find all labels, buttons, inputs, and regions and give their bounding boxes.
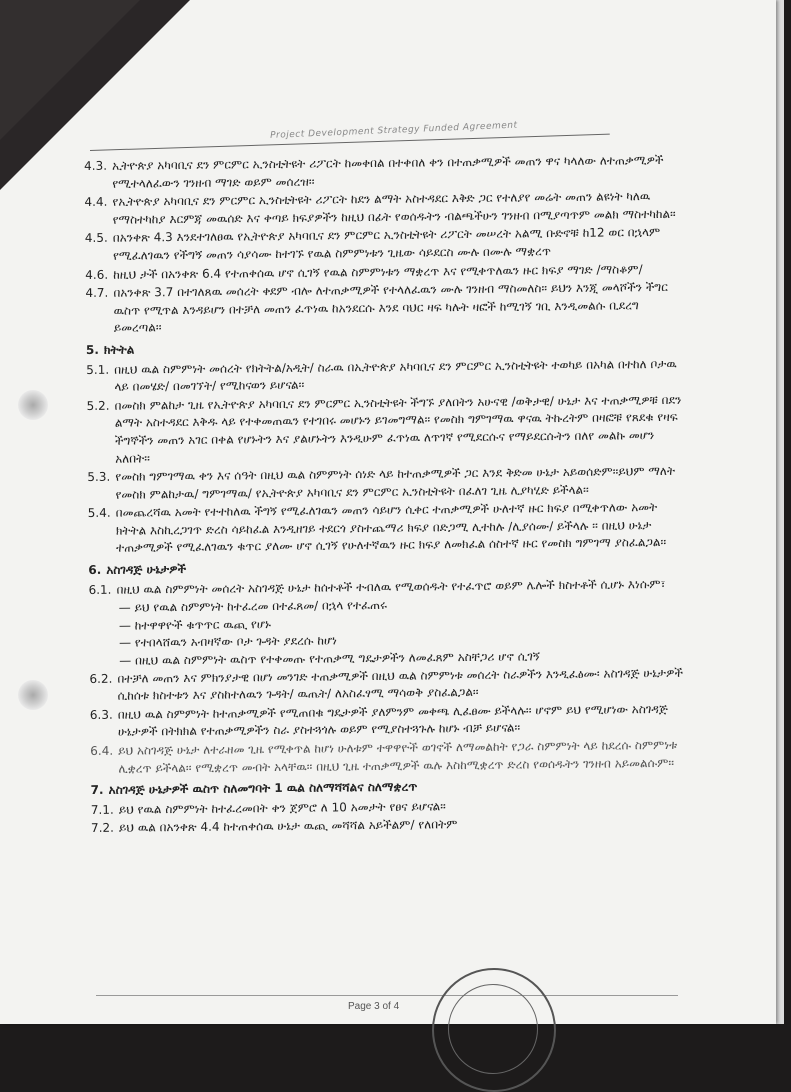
clause-text: በአንቀጽ 4.3 እንደተገለፀዉ የኢትዮጵያ አካባቢና ደን ምርምር ኢንስቲትዩት ሪፖርት መሠረት አልሚ ቡድኖቹ ከ12 ወር በኋላም የሚፈለገዉን የችግኝ መጠን ሳያሳሙ ከተገኙ የዉል ስምምነቱን ጊዜው ሳይደርስ ሙሉ በሙሉ ማቋረጥ: [112, 225, 661, 263]
clause-number: 6.3.: [89, 707, 113, 722]
punch-hole-bottom: [18, 680, 48, 710]
official-seal: [432, 968, 556, 1092]
section-title: አስገዳጅ ሁኔታዎች ዉስጥ ስለመግባት 1 ዉል ስለማሻሻልና ስለማቋረጥ: [108, 779, 418, 797]
clause-4-3: [84, 152, 684, 193]
punch-hole-top: [18, 390, 48, 420]
clause-text: ከዚህ ታች በአንቀጽ 6.4 የተጠቀሰዉ ሆኖ ሲገኝ የዉል ስምምነቱን ማቋረጥ እና የሚቀጥለዉን ዙር ክፍያ ማገድ /ማስቆም/: [113, 261, 643, 282]
clause-number: 7.2.: [90, 821, 114, 836]
clause-6-3: [90, 700, 690, 741]
clause-text: ይህ ዉል በአንቀጽ 4.4 ከተጠቀሰዉ ሁኔታ ዉጪ መሻሻል አይችልም/ የለበትም: [118, 817, 458, 836]
clause-number: 7.1.: [90, 802, 114, 817]
section-number: 7.: [90, 783, 104, 798]
clause-text: በተቻለ መጠን እና ምክንያታዊ በሆነ መንገድ ተጠቃሚዎች በዚህ ዉል ስምምነቱ መሰረት ስራዎችን እንዲፈፅሙ፡ አስገዳጅ ሁኔታዎች ሲከሰቱ ክስተቱን እና ያስከተለዉን ጉዳት/ ዉጤት/ ለአስፈፃሚ ማሳወቅ ያስፈልጋል፡፡: [117, 665, 683, 703]
clause-number: 6.4.: [90, 743, 114, 758]
shadow-corner-inner: [0, 0, 140, 140]
list-item: — ይህ የዉል ስምምነት ከተፈረመ በተፈጸመ/ በኋላ የተፈጠሩ: [118, 598, 387, 615]
clause-number: 4.5.: [84, 231, 108, 246]
clause-5-3: [87, 463, 687, 504]
clause-text: ኢትዮጵያ አካባቢና ደን ምርምር ኢንስቲትዩት ሪፖርት ከመቀበል በተቀበለ ቀን በተጠቃሚዎች መጠን ዋና ካላለው ለተጠቃሚዎች የሚተላለፈውን ገንዘብ ማገድ ወይም መሰረዝ፡፡: [112, 152, 664, 191]
section-title: አስገዳጅ ሁኔታዎች: [106, 562, 187, 577]
list-item: — በዚህ ዉል ስምምነት ዉስጥ የተቀመጡ የተጠቃሚ ግዴታዎችን ለመፈጸም አስቸጋሪ ሆኖ ሲገኝ: [119, 649, 540, 668]
clause-5-2: [87, 391, 688, 468]
seal-inner-ring: [448, 984, 538, 1074]
clause-number: 4.4.: [84, 194, 108, 210]
clause-text: የኢትዮጵያ አካባቢና ደን ምርምር ኢንስቲትዩት ሪፖርት ከደን ልማት አስተዳደር እቅድ ጋር የተለያየ መሬት መጠን ልዩነት ካለዉ የማስተካከያ እርምጃ መዉሰድ እና ቀጣይ ክፍያዎችን ከዚህ በፊት የወሰዱትን ብልጫችሁን ገንዘብ በሚያጣጥም መልክ ማስተካከል፡፡: [112, 189, 676, 227]
clause-4-4: [84, 188, 684, 229]
clause-number: 4.6.: [85, 267, 109, 282]
clause-number: 4.7.: [85, 285, 109, 301]
clause-6-2: [89, 664, 689, 705]
clause-number: 6.1.: [88, 582, 112, 597]
page-number: Page 3 of 4: [348, 1001, 400, 1012]
clause-text: በዚህ ዉል ስምምነት መሰረት አስገዳጅ ሁኔታ ከሰተቶች ተብለዉ የሚወሰዱት የተፈጥሮ ወይም ሌሎች ክስተቶች ሲሆኑ እነሱም፣: [116, 576, 666, 597]
clause-number: 4.3.: [84, 158, 108, 173]
clause-number: 5.4.: [87, 506, 111, 521]
document-body: [84, 152, 691, 839]
clause-4-7: [85, 279, 686, 338]
clause-4-5: [85, 224, 685, 265]
clause-6-4: [90, 737, 690, 778]
clause-number: 5.2.: [86, 398, 110, 413]
clause-text: በመስክ ምልከታ ጊዜ የኢትዮጵያ አካባቢና ደን ምርምር ኢንስቲትዩት ችግኙ ያለበትን አሁናዊ /ወቅታዊ/ ሁኔታ እና ተጠቃሚዎቹ በደን ልማት አስተዳደር እቅዱ ላይ የተቀመጠዉን የተገበሩ መሆኑን ይገመግማል፡፡ የመስክ ግምገማዉ ዋናዉ ትኩረትም በዛፎቹ የጸደቁ የዛፍ ችግኞችን መጠን አገር በቀል የሆኑትን እና ያልሆኑትን እንዲሁም ፈጥነዉ ለጥገኛ የሚደርሱና የማይደርሱትን በለየ መልኩ መሆን አለበት፡፡: [114, 392, 682, 466]
page-header: Project Development Strategy Funded Agreement: [269, 120, 518, 141]
list-item: — ከተዋዋዮች ቁጥጥር ዉጪ የሆኑ: [118, 616, 271, 633]
clause-number: 5.1.: [86, 362, 110, 377]
section-number: 5.: [85, 342, 100, 357]
clause-5-1: [86, 355, 686, 396]
section-number: 6.: [88, 562, 102, 578]
list-item: — የተበላሸዉን አብዛኛው ቦታ ጉዳት ያደረሱ ከሆነ: [119, 633, 337, 651]
clause-text: የመስክ ግምገማዉ ቀን እና ሰዓት በዚህ ዉል ስምምነት ሰነድ ላይ ከተጠቃሚዎች ጋር እንደ ቅድመ ሁኔታ አይወሰድም፡፡ይህም ማለት የመስክ ምልከታዉ/ ግምገማዉ/ የኢትዮጵያ አካባቢና ደን ምርምር ኢንስቲትዩት በፈለገ ጊዜ ሊያካሂድ ይችላል፡፡: [115, 463, 676, 502]
section-title: ክትትል: [103, 342, 135, 357]
footer-divider: [96, 995, 678, 996]
clause-text: በአንቀጽ 3.7 በተገለጸዉ መሰረት ቀደም ብሎ ለተጠቃሚዎች የተላለፈዉን ሙሉ ገንዘብ ማስመለስ፡፡ ይህን እንጂ መላሾችን ችግር ዉስጥ የሚጥል እንዳይሆን በተቻለ መጠን ፈጥነዉ ከአንደርሱ እንደ ባህር ዛፍ ካሉት ዛፎች ከሚገኝ ገቢ እንዲመልሱ ቢደረግ ይመረጣል፡፡: [113, 280, 668, 336]
clause-5-4: [88, 499, 689, 558]
clause-text: በዚህ ዉል ስምምነት መሰረት የክትትል/አዲት/ ስራዉ በኢትዮጵያ አካባቢና ደን ምርምር ኢንስቲትዩት ተወካይ በአካል በተከለ ቦታዉ ላይ በመሄድ/ በመገኘት/ የሚከናወን ይሆናል፡፡: [114, 356, 677, 394]
clause-text: ይህ አስገዳጅ ሁኔታ ለተራዘመ ጊዜ የሚቀጥል ከሆነ ሁለቱም ተዋዋዮች ወገኖች ለማመልከት የጋራ ስምምነት ላይ ከደረሱ ስምምነቱ ሊቋረጥ ይችላል፡፡ የሚቋረጥ መብት አላቸዉ፡፡ በዚህ ጊዜ ተጠቃሚዎች ዉሉ እስከሚቋረጥ ድረስ የወሰዱትን ገንዘብ አይመልሱም፡፡: [118, 737, 678, 776]
clause-number: 6.2.: [89, 671, 113, 686]
clause-text: ይህ የዉል ስምምነት ከተፈረመበት ቀን ጀምሮ ለ 10 አመታት የፀና ይሆናል፡፡: [118, 799, 446, 817]
clause-number: 5.3.: [87, 469, 111, 485]
clause-text: በመጨረሻዉ አመት የተተከለዉ ችግኝ የሚፈለገዉን መጠን ሳይሆን ሲቀር ተጠቃሚዎች ሁለተኛ ዙር ክፍያ በሚቀጥለው አመት ክትትል እስኪረጋገጥ ድረስ ሳይከፈል እንዲዘገይ ተደርጎ ያስተጨማሪ ክፍያ በድጋሚ ሊተከሉ /ሊያሰሙ/ ይችላሉ ፡፡ በዚህ ሁኔታ ተጠቃሚዎች የሚፈለገዉን ቁጥር ያለሙ ሆኖ ሲገኝ የሁለተኛዉን ዙር ክፍያ ለመክፈል ሰስተኛ ዙር የመስክ ግምገማ ያስፈልጋል፡፡: [115, 500, 667, 556]
clause-text: በዚህ ዉል ስምምነት ከተጠቃሚዎች የሚጠበቁ ግዴታዎች ያለምንም መቀጫ ሊፈፀሙ ይችላሉ፡፡ ሆኖም ይህ የሚሆነው አስገዳጅ ሁኔታዎች በትክክል የተጠቃሚዎችን ስራ ያስተጓጎሉ ወይም የሚያስተጓጉሉ ከሆኑ ብቻ ይሆናል፡፡: [117, 701, 668, 740]
